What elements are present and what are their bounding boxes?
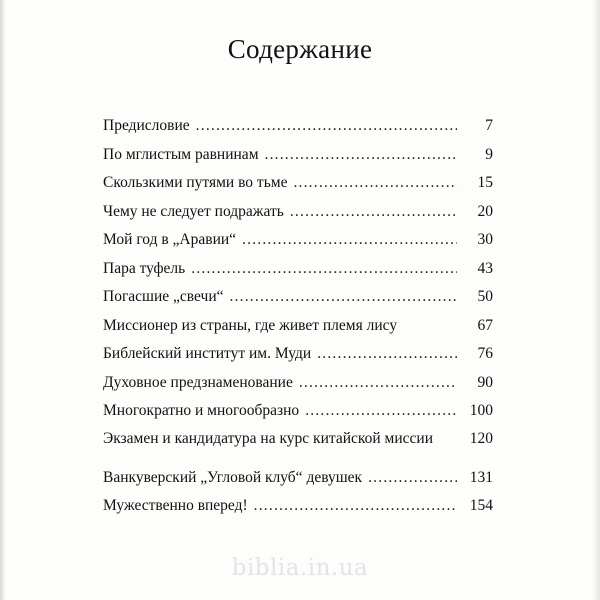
toc-entry-page: 131 [469,468,493,486]
toc-entry-page: 67 [477,316,493,334]
toc-entry[interactable] [103,116,493,145]
toc-leader-dots [242,230,457,249]
toc-entry[interactable] [103,287,493,316]
toc-entry-title: Погасшие „свечи“ [103,288,224,305]
toc-entry[interactable] [103,430,493,468]
toc-entry-title: Пара туфель [103,259,186,277]
toc-entry[interactable] [103,373,493,402]
toc-entry-title: Скользкими путями во тьме [103,174,288,191]
toc-entry-title: Миссионер из страны, где живет племя лису [103,316,398,334]
toc-entry-page: 76 [477,345,493,362]
toc-entry-title: Библейский институт им. Муди [103,345,312,362]
toc-entry[interactable] [103,344,493,373]
toc-entry-title: Экзамен и кандидатура на курс китайской миссии [103,429,434,447]
toc-entry-title: Чему не следует подражать [103,202,284,220]
toc-entry[interactable] [103,173,493,202]
toc-entry[interactable] [103,145,493,174]
page-title: Содержание [227,34,373,64]
watermark: biblia.in.ua [231,555,369,581]
toc-entry-page: 50 [477,288,493,305]
toc-leader-dots [317,344,457,363]
toc-leader-dots [290,202,457,221]
toc-entry-page: 15 [477,174,493,191]
toc-leader-dots [265,145,458,164]
toc-entry[interactable] [103,316,493,345]
toc-entry-page: 43 [477,259,493,277]
toc-leader-dots [196,116,457,135]
toc-entry-page: 9 [485,145,493,163]
toc-entry[interactable] [103,468,493,497]
page-right-edge [592,0,600,600]
toc-entry-title: Мужественно вперед! [103,497,248,514]
page-left-edge [0,0,6,600]
toc-entry-page: 100 [469,402,493,419]
toc-entry-title: По мглистым равнинам [103,145,259,163]
toc-leader-dots [299,373,457,392]
toc-entry-page: 7 [485,117,493,134]
toc-leader-dots [305,401,457,420]
toc-entry-page: 20 [477,202,493,220]
toc-entry[interactable] [103,202,493,231]
toc-entry-title: Предисловие [103,117,190,134]
toc-entry-page: 30 [477,231,493,248]
toc-entry[interactable] [103,230,493,259]
toc-leader-dots [254,496,457,515]
toc-entry-title: Мой год в „Аравии“ [103,231,237,248]
toc-entry[interactable] [103,496,493,525]
toc-leader-dots [293,173,457,192]
toc-leader-dots [368,468,457,487]
toc-entry-title: Ванкуверский „Угловой клуб“ девушек [103,468,363,486]
toc-entry-page: 90 [477,373,493,391]
toc-entry[interactable] [103,259,493,288]
toc-leader-dots [230,287,458,306]
toc-leader-dots [191,259,457,278]
toc-entry-page: 120 [469,429,493,447]
table-of-contents [103,116,493,525]
toc-entry[interactable] [103,401,493,430]
toc-entry-title: Духовное предзнаменование [103,373,293,391]
toc-entry-page: 154 [469,497,493,514]
toc-entry-title: Многократно и многообразно [103,402,300,419]
